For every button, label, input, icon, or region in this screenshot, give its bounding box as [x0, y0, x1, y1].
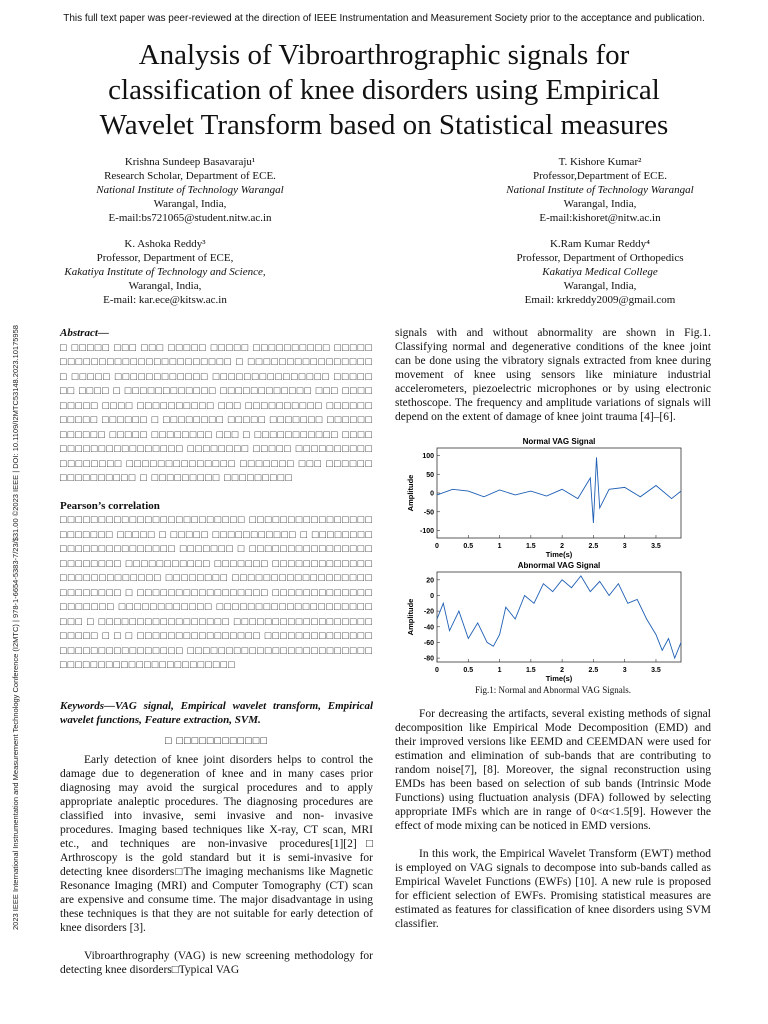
x-tick-label: 1.5 — [525, 543, 536, 550]
right-column — [395, 326, 711, 931]
y-axis-label: Amplitude — [406, 474, 415, 512]
title-line: Analysis of Vibroarthrographic signals for — [138, 39, 630, 71]
title-line: Wavelet Transform based on Statistical measures — [99, 109, 669, 141]
x-tick-label: 2 — [560, 667, 565, 674]
x-tick-label: 1 — [497, 667, 502, 674]
abstract — [60, 326, 373, 681]
y-tick-label: 100 — [422, 453, 434, 460]
author-name: K. Ashoka Reddy³ — [124, 238, 206, 250]
y-tick-label: -80 — [423, 655, 434, 663]
vag-signal-figure — [395, 432, 711, 683]
x-axis-label: Time(s) — [545, 674, 573, 683]
author-email: E-mail:bs721065@student.nitw.ac.in — [108, 212, 272, 224]
x-tick-label: 0 — [435, 543, 439, 550]
author-role: Professor, Department of ECE, — [96, 252, 234, 264]
abstract-garbled-text: □ □□□□□ □□□ □□□ □□□□□ □□□□□ □□□□□□□□□□ □□□□□ □□□□□□□□□□□□□□□□□□□□□□ □ □□□□□□□□□□□□□□□□□ □□□□□ □□□□□□□□□□□□ □□□□□□□□□□□□□□□ □□□□□□□ □□□□ □ □□□□□□□□□□□□ □□□□□□□□□□□□ □□□ □□□□□□□□□ □□□□ □□□□□□□□□□ □□□ □□□□□□□□□□ □□□□□□□□□□□ □□□□□□ □ □□□□□□□□ □□□□□ □□□□□□□ □□□□□□□□□□□□ □□□□□ □□□□□□□□ □□□ □ □□□□□□□□□□□ □□□□□□□□□□□□□□□□□□□□ □□□□□□□□ □□□□□ □□□□□□□□□□□□□□□□□□ □□□□□□□□□□□□□□ □□□□□□□ □□□ □□□□□□□□□□□□□□□□ □ □□□□□□□□□ □□□□□□□□□ — [60, 341, 373, 484]
author-affiliation: Kakatiya Medical College — [542, 266, 658, 278]
vag-paragraph: Vibroarthrography (VAG) is new screening methodology for detecting knee disorders□Typical VAG — [60, 950, 373, 976]
y-tick-label: 0 — [430, 592, 434, 600]
author-role: Professor,Department of ECE. — [533, 170, 667, 182]
decomposition-paragraph: For decreasing the artifacts, several existing methods of signal decomposition like Empirical Mode Decomposition (EMD) and their improved versions like EEMD and CEEMDAN were used for estimation and elimination of sub-bands that are contributing to random noise[7], [8]. Moreover, the signal reconstruction using EMDs has been based on selection of sub bands (Intrinsic Mode Functions) using fluctuation analysis (DFA) followed by selecting appropriate IMFs which are in range of 0<α<1.5[9]. However the effect of mode mixing can be noticed in EMD versions. — [395, 708, 711, 832]
author-block-3 — [35, 237, 295, 307]
x-tick-label: 3 — [622, 543, 627, 550]
conference-sidebar: 2023 IEEE International Instrumentation and Measurement Technology Conference (I2MTC) | 978-1-6654-5383-7/23/$31.00 ©2023 IEEE | DOI: 10.1109/I2MTC53148.2023.10175958 — [11, 325, 20, 930]
author-affiliation: National Institute of Technology Warangal — [506, 184, 694, 196]
author-location: Warangal, India, — [153, 198, 227, 210]
author-email: E-mail:kishoret@nitw.ac.in — [539, 212, 661, 224]
y-tick-label: 0 — [430, 490, 434, 498]
y-tick-label: -100 — [419, 528, 434, 535]
x-tick-label: 3 — [622, 667, 627, 674]
author-name: T. Kishore Kumar² — [558, 156, 642, 168]
left-column — [60, 326, 373, 977]
figure-1 — [395, 432, 711, 683]
author-affiliation: Kakatiya Institute of Technology and Science, — [64, 266, 266, 278]
paper-title — [40, 38, 728, 143]
y-tick-label: -20 — [423, 608, 434, 616]
author-location: Warangal, India, — [128, 280, 202, 292]
y-tick-label: -50 — [423, 509, 434, 517]
y-tick-label: -60 — [423, 639, 434, 647]
y-tick-label: 50 — [426, 471, 434, 479]
author-role: Research Scholar, Department of ECE. — [104, 170, 276, 182]
chart-title: Abnormal VAG Signal — [517, 561, 601, 570]
plot-area — [437, 572, 681, 662]
author-block-4 — [470, 237, 730, 307]
author-email: Email: krkreddy2009@gmail.com — [524, 294, 676, 306]
intro-paragraph: Early detection of knee joint disorders helps to control the damage due to degeneration of knee and in many cases prior diagnosing may avoid the surgical procedures and to apply appropriate analeptic procedures. The diagnosing procedures are classified into invasive, semi invasive and non- invasive procedures. Imaging based techniques like X-ray, CT scan, MRI etc., and techniques are non-invasive procedures[1][2]□ Arthroscopy is the gold standard but it is semi-invasive for detecting knee disorders□The imaging mechanisms like Magnetic Resonance Imaging (MRI) and Computer Tomography (CT) scan are expensive and consume time. The major disadvantage in using these techniques is that they are not suitable for early detection of knee disorders [3]. — [60, 754, 373, 934]
x-tick-label: 3.5 — [651, 543, 661, 550]
author-email: E-mail: kar.ece@kitsw.ac.in — [103, 294, 227, 306]
author-name: Krishna Sundeep Basavaraju¹ — [124, 156, 256, 168]
author-block-2 — [470, 155, 730, 225]
y-axis-label: Amplitude — [406, 598, 415, 636]
chart-title: Normal VAG Signal — [522, 437, 596, 446]
publication-notice: This full text paper was peer-reviewed at the direction of IEEE Instrumentation and Measurement Society prior to the acceptance and publication. — [63, 13, 705, 24]
abstract-keyword-inline: Pearson’s correlation — [60, 499, 160, 512]
section-heading: □ □□□□□□□□□□□□ — [164, 735, 269, 747]
abstract-garbled-text-2: □□□□□□□□□□□□□□□□□□□□□□□□ □□□□□□□□□□□□□□□□□□□□□□□ □□□□□ □ □□□□□ □□□□□□□□□□□ □ □□□□□□□□□□□□□□□□□□□□□□□ □□□□□□□ □ □□□□□□□□□□□□□□□□□□□□□□□□ □□□□□□□□□□□ □□□□□□□ □□□□□□□□□□□□□□□□□□□□□□□□□□ □□□□□□□□ □□□□□□□□□□□□□□□□□□□□□□□□□□ □ □□□□□□□□□□□□□□□□□ □□□□□□□□□□□□□□□□□□□□ □□□□□□□□□□□□ □□□□□□□□□□□□□□□□□□□□□□□ □ □□□□□□□□□□□□□□□□□ □□□□□□□□□□□□□□□□□□□□□□□ □ □ □ □□□□□□□□□□□□□□□□ □□□□□□□□□□□□□□□□□□□□□□□□□□□□□□ □□□□□□□□□□□□□□□□□□□□□□□□ □□□□□□□□□□□□□□□□□□□□□□□ — [60, 514, 373, 671]
author-affiliation: National Institute of Technology Warangal — [96, 184, 284, 196]
x-tick-label: 0.5 — [463, 543, 474, 550]
author-location: Warangal, India, — [563, 280, 637, 292]
this-work-paragraph: In this work, the Empirical Wavelet Transform (EWT) method is employed on VAG signals to decompose into sub-bands called as Empirical Wavelet Functions (EWFs) [10]. A new rule is proposed for efficient selection of EWFs. Promising statistical measures are estimated as features for classification of knee disorders using SVM classifier. — [395, 848, 711, 930]
x-axis-label: Time(s) — [545, 550, 573, 559]
author-location: Warangal, India, — [563, 198, 637, 210]
x-tick-label: 3.5 — [651, 667, 661, 674]
author-role: Professor, Department of Orthopedics — [516, 252, 684, 264]
title-line: classification of knee disorders using Empirical — [108, 74, 660, 106]
author-name: K.Ram Kumar Reddy⁴ — [549, 238, 651, 250]
author-block-1 — [60, 155, 320, 225]
y-tick-label: 20 — [426, 577, 434, 585]
figure-caption: Fig.1: Normal and Abnormal VAG Signals. — [475, 685, 631, 695]
x-tick-label: 2.5 — [588, 543, 599, 550]
y-tick-label: -40 — [423, 624, 434, 632]
x-tick-label: 0.5 — [463, 667, 474, 674]
abstract-lead: Abstract— — [60, 327, 109, 339]
keywords: Keywords—VAG signal, Empirical wavelet transform, Empirical wavelet functions, Feature extraction, SVM. — [60, 700, 373, 726]
x-tick-label: 2 — [560, 543, 565, 550]
x-tick-label: 0 — [435, 667, 439, 674]
x-tick-label: 1 — [497, 543, 502, 550]
x-tick-label: 1.5 — [525, 667, 536, 674]
x-tick-label: 2.5 — [588, 667, 599, 674]
vag-continued-paragraph: signals with and without abnormality are shown in Fig.1. Classifying normal and degenerative conditions of the knee joint can be done using the vibratory signals extracted from knee during movement of knee using sensors like miniature industrial accelerometers, piezoelectric microphones or by using electronic stethoscope. The frequency and amplitude variations of signals will depend on the extent of damage of knee joint trauma [4]–[6]. — [395, 327, 711, 423]
